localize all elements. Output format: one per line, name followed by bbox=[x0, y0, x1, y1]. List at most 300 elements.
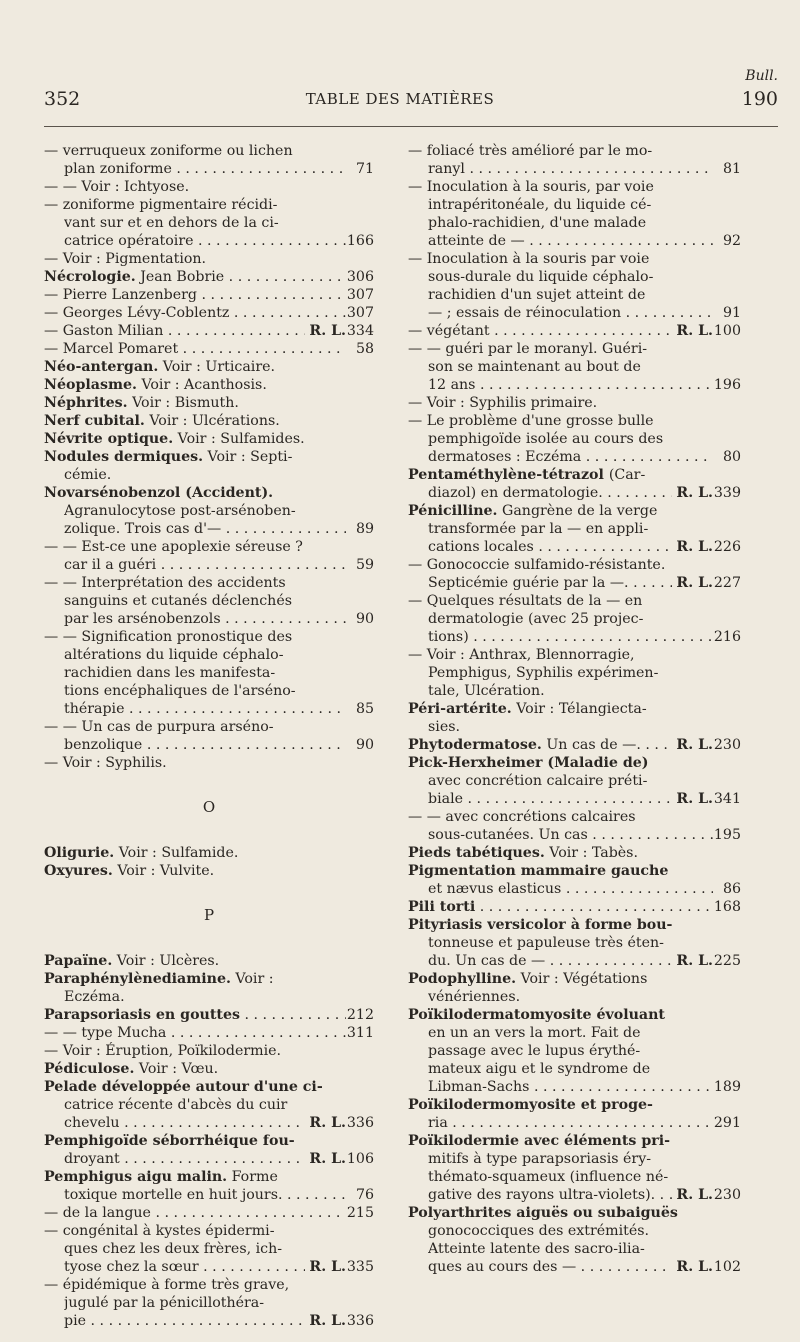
entry-line bbox=[408, 916, 741, 934]
entry-line bbox=[44, 1276, 374, 1294]
entry-text: Oligurie. Voir : Sulfamide. bbox=[44, 845, 239, 861]
entry-text: sies. bbox=[428, 719, 461, 735]
index-entry bbox=[44, 322, 374, 340]
entry-line bbox=[408, 214, 741, 232]
entry-line bbox=[44, 1240, 374, 1258]
entry-line bbox=[408, 1150, 741, 1168]
entry-line bbox=[44, 520, 374, 538]
entry-text: intrapéritonéale, du liquide cé- bbox=[428, 197, 652, 213]
entry-text: — Marcel Pomaret . . . bbox=[44, 340, 346, 358]
index-entry bbox=[44, 1276, 374, 1330]
entry-line bbox=[44, 340, 374, 358]
page-ref: 215 bbox=[346, 1205, 374, 1221]
entry-line bbox=[44, 628, 374, 646]
entry-line bbox=[408, 880, 741, 898]
index-entry bbox=[408, 322, 741, 340]
entry-text: Oxyures. Voir : Vulvite. bbox=[44, 863, 215, 879]
entry-line bbox=[408, 898, 741, 916]
page-ref: 339 bbox=[713, 485, 741, 501]
headword: Pemphigoïde séborrhéique fou- bbox=[44, 1133, 295, 1149]
entry-text: — — avec concrétions calcaires bbox=[408, 809, 636, 825]
entry-line bbox=[408, 610, 741, 628]
index-entry bbox=[44, 376, 374, 394]
entry-text: rachidien dans les manifesta- bbox=[64, 665, 276, 681]
entry-line bbox=[44, 1150, 374, 1168]
headword: Péri-artérite. bbox=[408, 701, 512, 717]
entry-line bbox=[408, 448, 741, 466]
revue-label: R. L. bbox=[309, 1151, 346, 1167]
entry-line bbox=[408, 196, 741, 214]
index-entry bbox=[408, 502, 741, 556]
entry-text: atteinte de — . . . bbox=[428, 232, 713, 250]
index-entry bbox=[408, 592, 741, 646]
page-ref: 90 bbox=[355, 611, 374, 627]
entry-line bbox=[44, 196, 374, 214]
entry-line bbox=[408, 826, 741, 844]
entry-text: — Gaston Milian . . . bbox=[44, 322, 305, 340]
index-column-right bbox=[408, 142, 741, 1276]
entry-text: car il a guéri . . . bbox=[64, 556, 346, 574]
entry-line bbox=[44, 412, 374, 430]
entry-text: — — Un cas de purpura arséno- bbox=[44, 719, 274, 735]
entry-text: gonococciques des extrémités. bbox=[428, 1223, 650, 1239]
entry-text: en un an vers la mort. Fait de bbox=[428, 1025, 641, 1041]
entry-line bbox=[44, 1312, 374, 1330]
entry-line bbox=[408, 250, 741, 268]
entry-text: Néo-antergan. Voir : Urticaire. bbox=[44, 359, 276, 375]
entry-line bbox=[408, 718, 741, 736]
entry-line bbox=[44, 1060, 374, 1078]
entry-text: mitifs à type parapsoriasis éry- bbox=[428, 1151, 652, 1167]
index-entry bbox=[408, 142, 741, 178]
entry-text bbox=[408, 1132, 741, 1150]
entry-line bbox=[408, 1078, 741, 1096]
entry-text: chevelu . . . bbox=[64, 1114, 305, 1132]
entry-line bbox=[44, 160, 374, 178]
page-ref: 306 bbox=[346, 269, 374, 285]
headword: Névrite optique. bbox=[44, 431, 174, 447]
page-ref: 227 bbox=[713, 575, 741, 591]
entry-text: vénériennes. bbox=[428, 989, 521, 1005]
entry-text: — Voir : Pigmentation. bbox=[44, 251, 207, 267]
entry-line bbox=[44, 1096, 374, 1114]
entry-line bbox=[44, 394, 374, 412]
page-ref: 106 bbox=[346, 1151, 374, 1167]
entry-line bbox=[408, 1168, 741, 1186]
index-entry bbox=[408, 754, 741, 808]
entry-text: Pédiculose. Voir : Vœu. bbox=[44, 1061, 219, 1077]
index-entry bbox=[44, 1078, 374, 1132]
entry-text: — Le problème d'une grosse bulle bbox=[408, 413, 654, 429]
entry-line bbox=[408, 502, 741, 520]
index-entry bbox=[44, 1042, 374, 1060]
page-ref: 89 bbox=[355, 521, 374, 537]
page-ref: 230 bbox=[713, 1187, 741, 1203]
entry-text bbox=[408, 754, 741, 772]
entry-line bbox=[408, 340, 741, 358]
entry-text bbox=[408, 1006, 741, 1024]
entry-text: tions encéphaliques de l'arséno- bbox=[64, 683, 296, 699]
headword: Parapsoriasis en gouttes bbox=[44, 1007, 240, 1023]
entry-text: Nerf cubital. Voir : Ulcérations. bbox=[44, 413, 280, 429]
entry-text: son se maintenant au bout de bbox=[428, 359, 641, 375]
revue-label: R. L. bbox=[676, 953, 713, 969]
entry-line bbox=[44, 1186, 374, 1204]
entry-text: tyose chez la sœur . . . bbox=[64, 1258, 305, 1276]
entry-text: tonneuse et papuleuse très éten- bbox=[428, 935, 664, 951]
entry-line bbox=[408, 358, 741, 376]
index-entry bbox=[408, 178, 741, 250]
entry-line bbox=[408, 1222, 741, 1240]
entry-text: par les arsénobenzols . . . bbox=[64, 610, 346, 628]
entry-text: pemphigoïde isolée au cours des bbox=[428, 431, 664, 447]
headword: Pili torti bbox=[408, 899, 476, 915]
entry-text: Pemphigus, Syphilis expérimen- bbox=[428, 665, 659, 681]
page-ref: 76 bbox=[355, 1187, 374, 1203]
entry-text: toxique mortelle en huit jours. . . . bbox=[64, 1186, 346, 1204]
entry-text: 12 ans . . . bbox=[428, 376, 713, 394]
index-entry bbox=[44, 1168, 374, 1204]
entry-text: droyant . . . bbox=[64, 1150, 305, 1168]
entry-line bbox=[408, 1258, 741, 1276]
entry-text: catrice récente d'abcès du cuir bbox=[64, 1097, 288, 1113]
entry-text: ques chez les deux frères, ich- bbox=[64, 1241, 283, 1257]
entry-text: rachidien d'un sujet atteint de bbox=[428, 287, 646, 303]
entry-text: — foliacé très amélioré par le mo- bbox=[408, 143, 653, 159]
entry-line bbox=[44, 574, 374, 592]
entry-line bbox=[44, 1024, 374, 1042]
entry-text: et nævus elasticus . . . bbox=[428, 880, 713, 898]
entry-line bbox=[408, 970, 741, 988]
entry-line bbox=[44, 556, 374, 574]
entry-line bbox=[44, 1114, 374, 1132]
entry-line bbox=[408, 304, 741, 322]
entry-line bbox=[44, 430, 374, 448]
index-entry bbox=[44, 1204, 374, 1222]
entry-text: — végétant . . . bbox=[408, 322, 672, 340]
headword: Poïkilodermie avec éléments pri- bbox=[408, 1133, 670, 1149]
entry-line bbox=[408, 430, 741, 448]
page-ref: 71 bbox=[355, 161, 374, 177]
entry-text: — épidémique à forme très grave, bbox=[44, 1277, 290, 1293]
index-entry bbox=[408, 1132, 741, 1204]
headword: Poïkilodermatomyosite évoluant bbox=[408, 1007, 665, 1023]
page-number: 352 bbox=[44, 88, 81, 110]
headword: Néo-antergan. bbox=[44, 359, 159, 375]
headword: Novarsénobenzol (Accident). bbox=[44, 485, 274, 501]
entry-text: ranyl . . . bbox=[428, 160, 713, 178]
entry-text: sanguins et cutanés déclenchés bbox=[64, 593, 292, 609]
entry-text: Eczéma. bbox=[64, 989, 125, 1005]
section-letter: P bbox=[203, 906, 215, 924]
entry-text: Néphrites. Voir : Bismuth. bbox=[44, 395, 239, 411]
entry-text: Nodules dermiques. Voir : Septi- bbox=[44, 449, 293, 465]
entry-text: Septicémie guérie par la —. . . . bbox=[428, 574, 672, 592]
headword: Pédiculose. bbox=[44, 1061, 135, 1077]
entry-text: du. Un cas de — . . . bbox=[428, 952, 672, 970]
entry-line bbox=[44, 304, 374, 322]
entry-text: dermatologie (avec 25 projec- bbox=[428, 611, 644, 627]
index-entry bbox=[408, 556, 741, 592]
entry-line bbox=[44, 538, 374, 556]
index-entry bbox=[408, 1096, 741, 1132]
page-ref: 81 bbox=[722, 161, 741, 177]
entry-text: — Quelques résultats de la — en bbox=[408, 593, 643, 609]
page-ref: 196 bbox=[713, 377, 741, 393]
page-ref: 335 bbox=[346, 1259, 374, 1275]
headword: Oxyures. bbox=[44, 863, 113, 879]
journal-abbrev: Bull. bbox=[745, 68, 778, 84]
entry-line bbox=[408, 736, 741, 754]
entry-line bbox=[44, 142, 374, 160]
page-ref: 336 bbox=[346, 1313, 374, 1329]
entry-line bbox=[44, 718, 374, 736]
entry-line bbox=[408, 1240, 741, 1258]
page-header bbox=[0, 0, 800, 130]
index-column-left bbox=[44, 142, 374, 1330]
index-entry bbox=[44, 628, 374, 718]
entry-text: Agranulocytose post-arsénoben- bbox=[64, 503, 296, 519]
entry-text: — verruqueux zoniforme ou lichen bbox=[44, 143, 293, 159]
index-entry bbox=[44, 952, 374, 970]
headword: Pick-Herxheimer (Maladie de) bbox=[408, 755, 649, 771]
index-entry bbox=[44, 538, 374, 574]
entry-line bbox=[44, 502, 374, 520]
entry-line bbox=[408, 232, 741, 250]
index-entry bbox=[44, 412, 374, 430]
entry-text: gative des rayons ultra-violets). . . . bbox=[428, 1186, 672, 1204]
entry-line bbox=[408, 1114, 741, 1132]
entry-line bbox=[408, 538, 741, 556]
entry-text: Libman-Sachs . . . bbox=[428, 1078, 713, 1096]
headword: Oligurie. bbox=[44, 845, 115, 861]
entry-text bbox=[44, 1078, 374, 1096]
index-entry bbox=[44, 718, 374, 754]
revue-label: R. L. bbox=[676, 539, 713, 555]
index-entry bbox=[44, 340, 374, 358]
index-entry bbox=[44, 1132, 374, 1168]
entry-text: — Inoculation à la souris, par voie bbox=[408, 179, 654, 195]
entry-line bbox=[408, 988, 741, 1006]
entry-line bbox=[408, 682, 741, 700]
entry-line bbox=[408, 178, 741, 196]
entry-text: avec concrétion calcaire préti- bbox=[428, 773, 648, 789]
entry-line bbox=[408, 1096, 741, 1114]
page-ref: 212 bbox=[346, 1007, 374, 1023]
entry-text: Pieds tabétiques. Voir : Tabès. bbox=[408, 845, 638, 861]
entry-line bbox=[44, 466, 374, 484]
entry-text: sous-durale du liquide céphalo- bbox=[428, 269, 654, 285]
entry-line bbox=[44, 358, 374, 376]
entry-text: pie . . . bbox=[64, 1312, 305, 1330]
entry-text: cémie. bbox=[64, 467, 112, 483]
headword: Poïkilodermomyosite et proge- bbox=[408, 1097, 653, 1113]
entry-text: — Voir : Anthrax, Blennorragie, bbox=[408, 647, 635, 663]
entry-text: Paraphénylènediamine. Voir : bbox=[44, 971, 274, 987]
revue-label: R. L. bbox=[676, 791, 713, 807]
entry-text: Nécrologie. Jean Bobrie . . . bbox=[44, 268, 346, 286]
entry-text: — — Est-ce une apoplexie séreuse ? bbox=[44, 539, 303, 555]
entry-text: — Voir : Syphilis. bbox=[44, 755, 167, 771]
entry-text: cations locales . . . bbox=[428, 538, 672, 556]
entry-line bbox=[408, 394, 741, 412]
index-entry bbox=[408, 250, 741, 322]
entry-text: tions) . . . bbox=[428, 628, 713, 646]
headword: Pentaméthylène-tétrazol bbox=[408, 467, 609, 483]
page-ref: 334 bbox=[346, 323, 374, 339]
entry-line bbox=[44, 1078, 374, 1096]
entry-line bbox=[408, 772, 741, 790]
entry-line bbox=[44, 250, 374, 268]
entry-line bbox=[44, 286, 374, 304]
entry-text: — zoniforme pigmentaire récidi- bbox=[44, 197, 278, 213]
entry-text: — Inoculation à la souris par voie bbox=[408, 251, 650, 267]
page-ref: 189 bbox=[713, 1079, 741, 1095]
headword: Paraphénylènediamine. bbox=[44, 971, 231, 987]
page-ref: 311 bbox=[346, 1025, 374, 1041]
headword: Pénicilline. bbox=[408, 503, 498, 519]
entry-line bbox=[408, 1060, 741, 1078]
index-entry bbox=[408, 898, 741, 916]
index-entry bbox=[408, 1006, 741, 1096]
entry-line bbox=[408, 952, 741, 970]
header-rule bbox=[44, 126, 778, 127]
index-entry bbox=[408, 844, 741, 862]
page-ref: 102 bbox=[713, 1259, 741, 1275]
revue-label: R. L. bbox=[676, 1259, 713, 1275]
entry-line bbox=[408, 412, 741, 430]
index-entry bbox=[44, 1024, 374, 1042]
entry-text bbox=[44, 484, 374, 502]
entry-line bbox=[44, 988, 374, 1006]
headword: Néoplasme. bbox=[44, 377, 137, 393]
index-entry bbox=[44, 430, 374, 448]
entry-line bbox=[44, 214, 374, 232]
entry-text: — de la langue . . . bbox=[44, 1204, 346, 1222]
entry-text bbox=[44, 1006, 346, 1024]
entry-line bbox=[44, 952, 374, 970]
entry-text: Atteinte latente des sacro-ilia- bbox=[428, 1241, 645, 1257]
page-ref: 80 bbox=[722, 449, 741, 465]
page-ref: 100 bbox=[713, 323, 741, 339]
entry-line bbox=[44, 862, 374, 880]
headword: Polyarthrites aiguës ou subaiguës bbox=[408, 1205, 678, 1221]
index-entry bbox=[44, 574, 374, 628]
entry-text: thérapie . . . bbox=[64, 700, 346, 718]
entry-text bbox=[408, 1204, 741, 1222]
entry-text: Pentaméthylène-tétrazol (Car- bbox=[408, 467, 646, 483]
entry-line bbox=[44, 754, 374, 772]
index-entry bbox=[408, 700, 741, 736]
entry-text: Podophylline. Voir : Végétations bbox=[408, 971, 648, 987]
entry-line bbox=[44, 376, 374, 394]
headword: Pigmentation mammaire gauche bbox=[408, 863, 669, 879]
revue-label: R. L. bbox=[676, 575, 713, 591]
entry-text: passage avec le lupus érythé- bbox=[428, 1043, 641, 1059]
revue-label: R. L. bbox=[309, 323, 346, 339]
page-ref: 85 bbox=[355, 701, 374, 717]
entry-text: Papaïne. Voir : Ulcères. bbox=[44, 953, 220, 969]
entry-text: — congénital à kystes épidermi- bbox=[44, 1223, 275, 1239]
index-entry bbox=[44, 268, 374, 286]
entry-line bbox=[44, 1042, 374, 1060]
entry-line bbox=[44, 592, 374, 610]
entry-line bbox=[44, 844, 374, 862]
entry-text: Néoplasme. Voir : Acanthosis. bbox=[44, 377, 267, 393]
revue-label: R. L. bbox=[309, 1259, 346, 1275]
entry-line bbox=[44, 1132, 374, 1150]
index-entry bbox=[44, 178, 374, 196]
entry-line bbox=[408, 646, 741, 664]
entry-text: biale . . . bbox=[428, 790, 672, 808]
revue-label: R. L. bbox=[676, 1187, 713, 1203]
entry-text: — — guéri par le moranyl. Guéri- bbox=[408, 341, 648, 357]
page-ref: 195 bbox=[713, 827, 741, 843]
entry-text: plan zoniforme . . . bbox=[64, 160, 346, 178]
entry-line bbox=[408, 376, 741, 394]
entry-text: dermatoses : Eczéma . . . bbox=[428, 448, 713, 466]
entry-line bbox=[44, 646, 374, 664]
page-ref: 307 bbox=[346, 287, 374, 303]
headword: Nodules dermiques. bbox=[44, 449, 204, 465]
entry-line bbox=[44, 1204, 374, 1222]
index-entry bbox=[408, 808, 741, 844]
index-entry bbox=[408, 412, 741, 466]
entry-line bbox=[408, 934, 741, 952]
index-entry bbox=[44, 862, 374, 880]
page-ref: 341 bbox=[713, 791, 741, 807]
index-entry bbox=[408, 466, 741, 502]
entry-line bbox=[44, 1006, 374, 1024]
page-ref: 336 bbox=[346, 1115, 374, 1131]
entry-line bbox=[44, 448, 374, 466]
entry-line bbox=[408, 628, 741, 646]
entry-line bbox=[44, 682, 374, 700]
page-ref: 291 bbox=[713, 1115, 741, 1131]
entry-text: mateux aigu et le syndrome de bbox=[428, 1061, 651, 1077]
headword: Pemphigus aigu malin. bbox=[44, 1169, 228, 1185]
index-entry bbox=[408, 394, 741, 412]
entry-line bbox=[44, 970, 374, 988]
index-entry bbox=[44, 448, 374, 484]
entry-text: — — type Mucha . . . bbox=[44, 1024, 346, 1042]
entry-line bbox=[408, 790, 741, 808]
entry-text: — — Voir : Ichtyose. bbox=[44, 179, 190, 195]
entry-line bbox=[408, 556, 741, 574]
entry-text: tale, Ulcération. bbox=[428, 683, 545, 699]
entry-text: Névrite optique. Voir : Sulfamides. bbox=[44, 431, 305, 447]
index-entry bbox=[44, 394, 374, 412]
entry-line bbox=[44, 178, 374, 196]
index-entry bbox=[44, 970, 374, 1006]
entry-line bbox=[44, 1258, 374, 1276]
page-ref: 307 bbox=[346, 305, 374, 321]
entry-line bbox=[408, 1204, 741, 1222]
entry-text: benzolique . . . bbox=[64, 736, 346, 754]
page-ref: 59 bbox=[355, 557, 374, 573]
entry-text: ques au cours des — . . . bbox=[428, 1258, 672, 1276]
entry-line bbox=[408, 1132, 741, 1150]
entry-text: — Gonococcie sulfamido-résistante. bbox=[408, 557, 666, 573]
entry-line bbox=[408, 844, 741, 862]
page-ref: 225 bbox=[713, 953, 741, 969]
index-entry bbox=[44, 1006, 374, 1024]
index-entry bbox=[44, 358, 374, 376]
entry-line bbox=[44, 268, 374, 286]
index-entry bbox=[44, 196, 374, 250]
page-ref: 58 bbox=[355, 341, 374, 357]
index-entry bbox=[44, 304, 374, 322]
